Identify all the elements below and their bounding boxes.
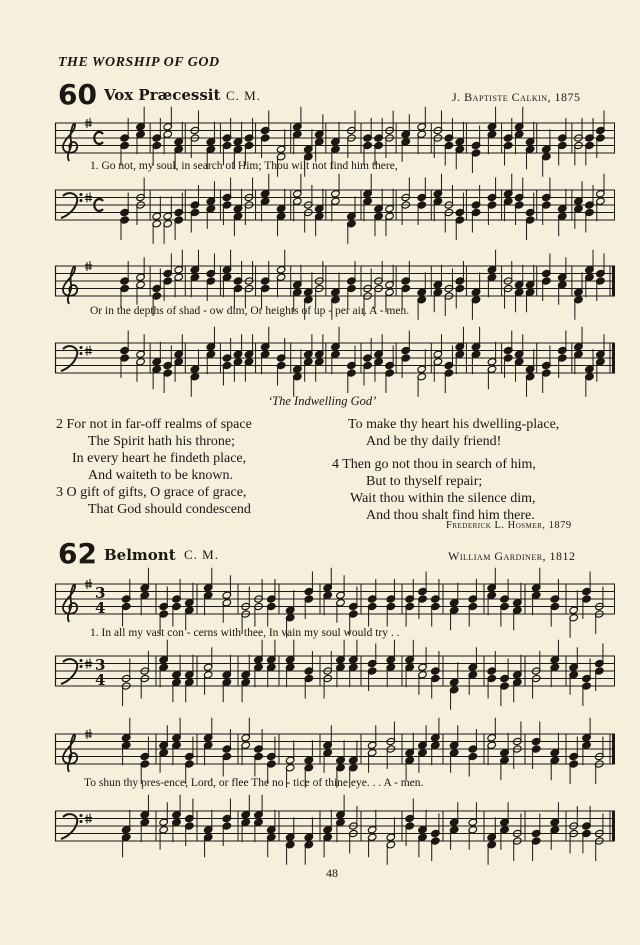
music-staff <box>55 117 615 159</box>
hymn-title: ‘The Indwelling God’ <box>268 394 377 408</box>
composer-credit: William Gardiner, 1812 <box>448 549 576 563</box>
lyric-line: 1. In all my vast con - cerns with thee, In vain my soul would try . . <box>90 627 400 639</box>
music-staff <box>55 578 615 620</box>
verse-line: 2 For not in far-off realms of space <box>56 417 252 432</box>
page-header: THE WORSHIP OF GOD <box>58 55 220 70</box>
clef-dot <box>80 820 83 823</box>
time-signature-digit: 3 <box>95 584 106 602</box>
bass-clef-icon <box>61 193 77 218</box>
music-staff <box>55 650 615 692</box>
music-staff <box>55 337 615 379</box>
staff-group <box>55 327 615 397</box>
verse-line: Wait thou within the silence dim, <box>350 491 536 506</box>
music-staff <box>55 728 615 770</box>
bass-clef-icon <box>61 814 77 839</box>
lyric-line: To shun thy pres-ence, Lord, or flee The no - tice of thine eye. . . A - men. <box>84 777 424 789</box>
verse-line: And be thy daily friend! <box>366 434 502 449</box>
clef-dot <box>80 346 83 349</box>
verse-line: And thou shalt find him there. <box>366 508 535 523</box>
verse-line: And waiteth to be known. <box>88 468 234 483</box>
verse-line: 3 O gift of gifts, O grace of grace, <box>56 485 247 500</box>
treble-clef-icon <box>63 734 77 772</box>
verse-line: The Spirit hath his throne; <box>88 434 235 449</box>
clef-dot <box>80 665 83 668</box>
time-signature-digit: 4 <box>95 599 106 617</box>
lyric-line: 1. Go not, my soul, in search of Him; Thou wilt not find him there, <box>90 160 398 172</box>
verse-column-left <box>56 416 252 518</box>
bass-clef-icon <box>61 659 77 684</box>
hymn-number: 62 <box>58 537 97 570</box>
staff-group <box>55 640 615 710</box>
author-credit: Frederick L. Hosmer, 1879 <box>446 520 572 531</box>
clef-dot <box>80 814 83 817</box>
verse-line: 4 Then go not thou in search of him, <box>332 457 536 472</box>
clef-dot <box>80 352 83 355</box>
music-staff <box>55 805 615 847</box>
treble-clef-icon <box>63 584 77 622</box>
meter-label: C. M. <box>226 88 261 103</box>
verse-line: In every heart he findeth place, <box>72 451 247 466</box>
clef-dot <box>80 659 83 662</box>
music-staff <box>55 260 615 302</box>
treble-clef-icon <box>63 123 77 161</box>
composer-credit: J. Baptiste Calkin, 1875 <box>452 90 581 104</box>
verse-column-right <box>332 416 559 524</box>
verse-line: That God should condescend <box>88 502 251 517</box>
time-signature-digit: 4 <box>95 671 106 689</box>
tune-name: Belmont <box>104 546 176 564</box>
hymn-number: 60 <box>58 78 97 111</box>
staff-group <box>55 795 615 865</box>
page-number: 48 <box>326 866 338 880</box>
treble-clef-icon <box>63 266 77 304</box>
staff-group <box>55 174 615 244</box>
time-signature-digit: 3 <box>95 656 106 674</box>
lyric-line: Or in the depths of shad - ow dim, Or heights of up - per air. A - men. <box>90 305 410 317</box>
clef-dot <box>80 193 83 196</box>
clef-dot <box>80 199 83 202</box>
music-staff <box>55 184 615 226</box>
meter-label: C. M. <box>184 547 219 562</box>
verse-line: To make thy heart his dwelling-place, <box>348 417 560 432</box>
bass-clef-icon <box>61 346 77 371</box>
tune-name: Vox Præcessit <box>104 86 221 104</box>
verse-line: But to thyself repair; <box>366 474 483 489</box>
